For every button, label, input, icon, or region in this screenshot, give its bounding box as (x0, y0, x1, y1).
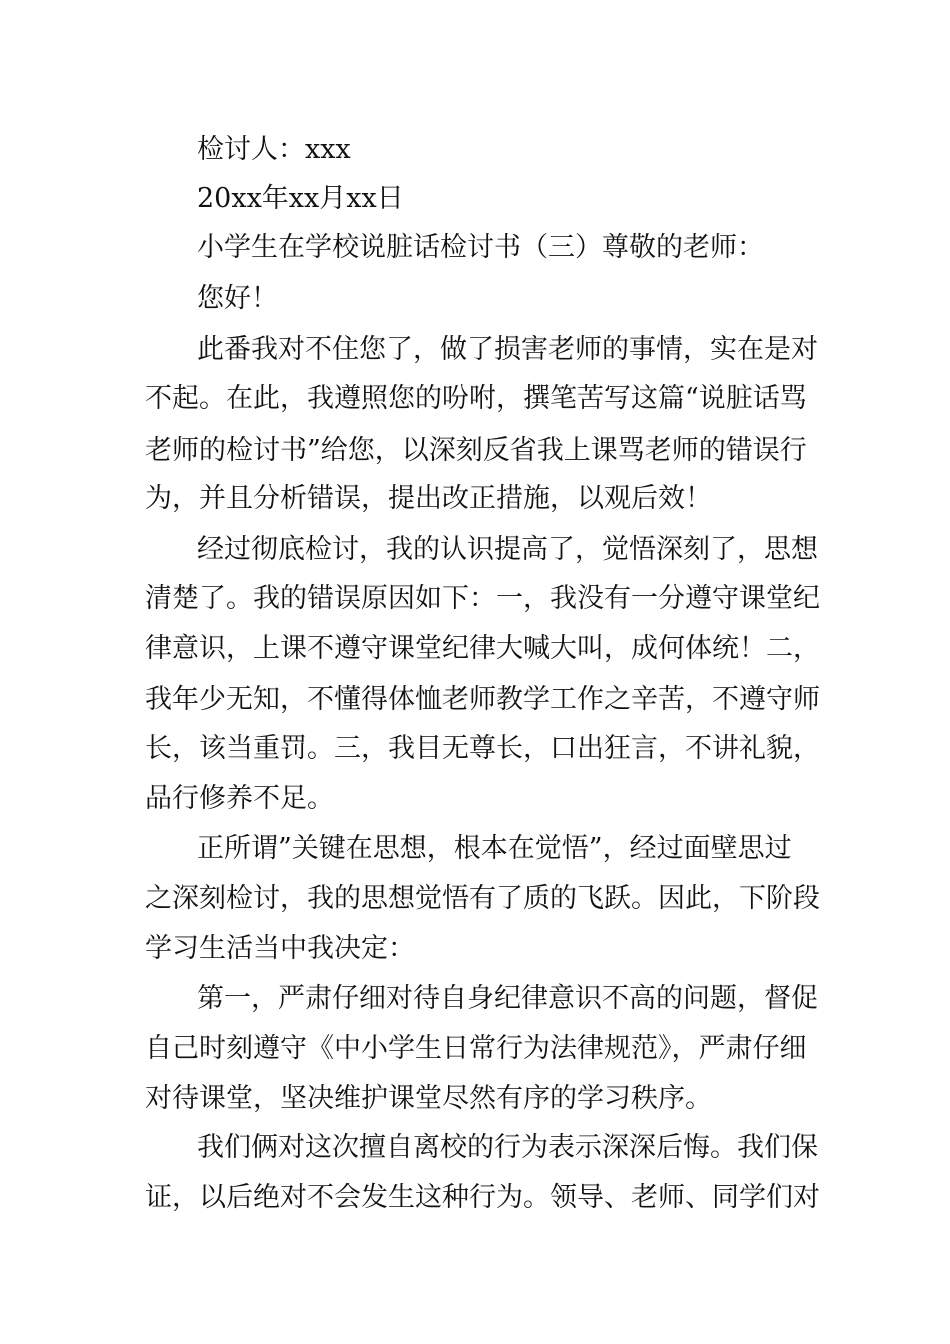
paragraph-line: 之深刻检讨，我的思想觉悟有了质的飞跃。因此，下阶段 (145, 883, 820, 914)
date-line: 20xx年xx月xx日 (197, 183, 404, 214)
paragraph-line: 对待课堂，坚决维护课堂尽然有序的学习秩序。 (145, 1083, 712, 1114)
section-title: 小学生在学校说脏话检讨书（三）尊敬的老师： (197, 232, 764, 263)
paragraph-line: 自己时刻遵守《中小学生日常行为法律规范》，严肃仔细 (145, 1033, 807, 1064)
paragraph-line: 第一，严肃仔细对待自身纪律意识不高的问题，督促 (197, 983, 818, 1014)
paragraph-line: 老师的检讨书”给您，以深刻反省我上课骂老师的错误行 (145, 435, 807, 466)
signer-line: 检讨人：xxx (197, 134, 351, 165)
paragraph-line: 经过彻底检讨，我的认识提高了，觉悟深刻了，思想 (197, 534, 818, 565)
paragraph-line: 我年少无知，不懂得体恤老师教学工作之辛苦，不遵守师 (145, 684, 820, 715)
paragraph-line: 证，以后绝对不会发生这种行为。领导、老师、同学们对 (145, 1182, 820, 1213)
paragraph-line: 我们俩对这次擅自离校的行为表示深深后悔。我们保 (197, 1132, 818, 1163)
paragraph-line: 品行修养不足。 (145, 783, 334, 814)
paragraph-line: 学习生活当中我决定： (145, 933, 415, 964)
paragraph-line: 正所谓”关键在思想，根本在觉悟”，经过面壁思过 (197, 833, 792, 864)
paragraph-line: 为，并且分析错误，提出改正措施，以观后效！ (145, 483, 712, 514)
paragraph-line: 不起。在此，我遵照您的吩咐，撰笔苦写这篇“说脏话骂 (145, 383, 807, 414)
paragraph-line: 长，该当重罚。三，我目无尊长，口出狂言，不讲礼貌， (145, 733, 820, 764)
greeting-line: 您好！ (197, 283, 278, 314)
paragraph-line: 清楚了。我的错误原因如下：一，我没有一分遵守课堂纪 (145, 583, 820, 614)
paragraph-line: 律意识，上课不遵守课堂纪律大喊大叫，成何体统！二， (145, 633, 820, 664)
paragraph-line: 此番我对不住您了，做了损害老师的事情，实在是对 (197, 334, 818, 365)
